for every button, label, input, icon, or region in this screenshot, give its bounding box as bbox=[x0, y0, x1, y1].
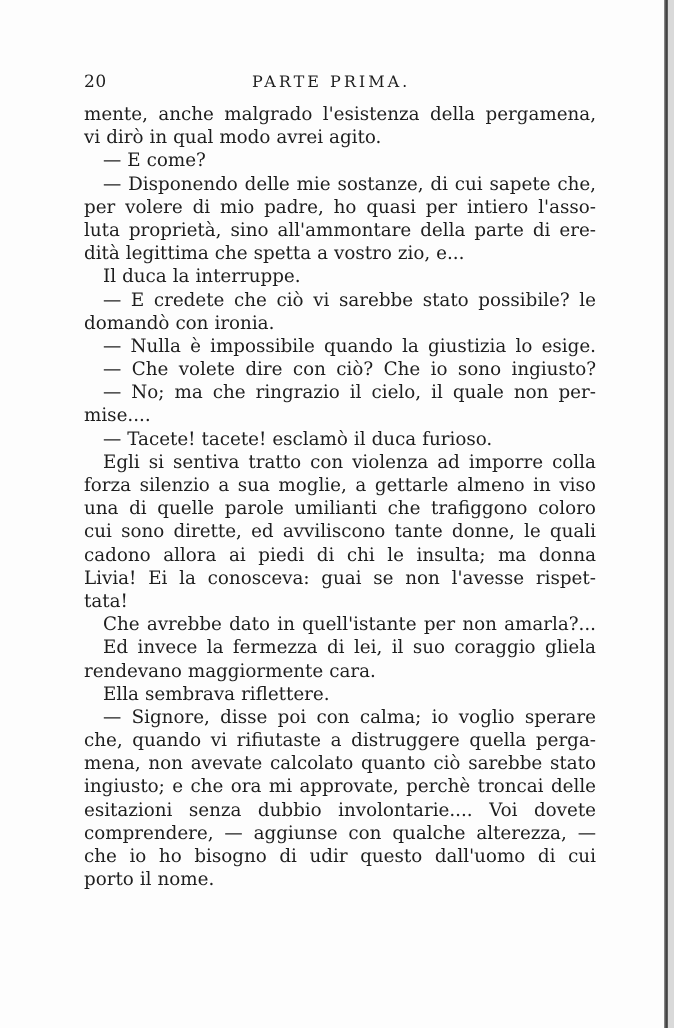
word: — bbox=[103, 428, 122, 450]
word: cui bbox=[568, 846, 596, 867]
word: la bbox=[179, 567, 196, 589]
word: mise.... bbox=[84, 405, 151, 427]
word: comprendere, bbox=[84, 822, 214, 844]
word: colla bbox=[552, 451, 596, 473]
word: con bbox=[310, 451, 344, 473]
word: quelle bbox=[157, 498, 215, 520]
word: per bbox=[423, 614, 456, 636]
word: volere bbox=[125, 196, 183, 218]
word: tata! bbox=[84, 590, 128, 612]
word: di bbox=[430, 173, 448, 195]
word: approvate, bbox=[299, 776, 399, 798]
word: coloro bbox=[538, 498, 596, 520]
text-line bbox=[84, 590, 596, 613]
word: non bbox=[513, 382, 549, 404]
text-line bbox=[84, 799, 596, 822]
word: donna bbox=[538, 544, 596, 566]
word: quando bbox=[324, 335, 393, 357]
word: senza bbox=[188, 799, 242, 821]
word: ho bbox=[158, 846, 182, 867]
word: che bbox=[214, 243, 248, 265]
word: una bbox=[84, 498, 119, 520]
word: quali bbox=[549, 521, 596, 543]
word: le bbox=[387, 544, 404, 566]
word: imporre bbox=[468, 451, 544, 473]
word: di bbox=[192, 196, 211, 218]
word: perga- bbox=[535, 730, 596, 752]
text-line bbox=[84, 358, 596, 381]
word: sono bbox=[457, 359, 502, 381]
word: volete bbox=[178, 359, 235, 381]
word: agito. bbox=[329, 127, 382, 149]
text-line bbox=[84, 474, 596, 497]
text-line bbox=[84, 265, 596, 288]
word: voglio bbox=[458, 706, 515, 728]
word: Che bbox=[131, 359, 169, 381]
word: zio, bbox=[397, 243, 431, 265]
word: sostanze, bbox=[337, 173, 424, 195]
word: il bbox=[391, 637, 404, 659]
word: dato bbox=[229, 614, 271, 636]
word: di bbox=[279, 846, 297, 867]
text-line bbox=[84, 103, 596, 126]
word: perchè bbox=[406, 776, 471, 798]
word: cui bbox=[84, 521, 112, 543]
word: credete bbox=[153, 289, 225, 311]
word: Ei bbox=[148, 567, 168, 589]
word: dubbio bbox=[257, 799, 322, 821]
word: per bbox=[425, 196, 458, 218]
word: umilianti bbox=[294, 498, 377, 520]
word: ai bbox=[228, 544, 246, 566]
word: di bbox=[326, 637, 345, 659]
word: guai bbox=[321, 567, 362, 589]
word: ma bbox=[498, 544, 527, 566]
word: esclamò bbox=[272, 428, 348, 450]
word: come? bbox=[146, 150, 206, 172]
word: — bbox=[103, 335, 122, 357]
word: aggiunse bbox=[253, 822, 338, 844]
word: mena, bbox=[84, 753, 141, 775]
text-line bbox=[84, 706, 596, 729]
text-line bbox=[84, 149, 596, 172]
word: amarla?... bbox=[504, 614, 596, 636]
word: sarebbe bbox=[468, 753, 543, 775]
word: alterezza, bbox=[476, 822, 567, 844]
word: dovete bbox=[533, 799, 596, 821]
word: avrei bbox=[276, 127, 324, 149]
word: stato bbox=[550, 753, 596, 775]
word: lo bbox=[515, 335, 533, 357]
word: che bbox=[234, 289, 267, 311]
text-line bbox=[84, 729, 596, 752]
word: Ed bbox=[103, 637, 129, 659]
word: vi bbox=[313, 289, 330, 311]
word: di bbox=[532, 219, 551, 241]
word: porto bbox=[84, 869, 134, 891]
word: le bbox=[524, 521, 541, 543]
word: bisogno bbox=[194, 846, 267, 867]
word: udir bbox=[309, 846, 348, 867]
word: io bbox=[430, 359, 448, 381]
text-line bbox=[84, 613, 596, 636]
word: furioso. bbox=[422, 428, 493, 450]
word: possibile? bbox=[478, 289, 570, 311]
word: cielo, bbox=[371, 382, 422, 404]
word: per- bbox=[558, 382, 596, 404]
word: che bbox=[212, 382, 246, 404]
word: e... bbox=[436, 243, 465, 265]
text-line bbox=[84, 312, 596, 335]
word: tacete! bbox=[201, 428, 267, 450]
word: mi bbox=[268, 776, 293, 798]
word: dirò bbox=[106, 127, 144, 149]
word: l'avesse bbox=[451, 567, 525, 589]
word: — bbox=[103, 289, 122, 311]
word: chi bbox=[346, 544, 375, 566]
word: il bbox=[353, 428, 366, 450]
word: esitazioni bbox=[84, 799, 173, 821]
word: a bbox=[330, 730, 342, 752]
word: di bbox=[537, 846, 556, 867]
word: il bbox=[139, 869, 152, 891]
word: il bbox=[431, 382, 443, 404]
word: domandò bbox=[84, 312, 170, 334]
word: in bbox=[149, 127, 168, 149]
word: mio bbox=[220, 196, 255, 218]
word: coraggio bbox=[454, 637, 536, 659]
word: lei, bbox=[353, 637, 383, 659]
word: E bbox=[127, 150, 141, 172]
word: cadono bbox=[84, 544, 151, 566]
word: modo bbox=[219, 127, 271, 149]
word: mente, bbox=[84, 104, 148, 125]
word: a bbox=[355, 475, 367, 496]
word: invece bbox=[137, 637, 198, 659]
word: di bbox=[316, 544, 335, 566]
word: questo bbox=[360, 846, 423, 867]
word: che, bbox=[84, 730, 123, 752]
text-line bbox=[84, 404, 596, 427]
word: insulta; bbox=[416, 544, 486, 566]
word: vostro bbox=[334, 243, 392, 265]
word: le bbox=[579, 289, 596, 311]
word: luta bbox=[84, 219, 120, 241]
word: piedi bbox=[258, 544, 305, 566]
text-line bbox=[84, 219, 596, 242]
text-line bbox=[84, 451, 596, 474]
word: il bbox=[349, 382, 362, 404]
word: E bbox=[130, 289, 145, 311]
word: mie bbox=[296, 173, 331, 195]
word: calcolato bbox=[269, 753, 354, 775]
word: duca bbox=[122, 266, 167, 288]
text-line bbox=[84, 775, 596, 798]
word: — bbox=[103, 706, 122, 728]
word: pergamena, bbox=[485, 104, 596, 125]
text-line bbox=[84, 242, 596, 265]
text-line bbox=[84, 822, 596, 845]
word: interruppe. bbox=[195, 266, 301, 288]
word: è bbox=[190, 335, 201, 357]
word: — bbox=[103, 150, 122, 172]
word: — bbox=[103, 173, 122, 195]
word: delle bbox=[244, 173, 290, 195]
word: Livia! bbox=[84, 567, 137, 589]
word: rifiutaste bbox=[236, 730, 321, 752]
word: vi bbox=[84, 127, 101, 149]
word: Signore, bbox=[131, 706, 210, 728]
word: intiero bbox=[466, 196, 529, 218]
word: dirette, bbox=[173, 521, 242, 543]
word: la bbox=[402, 335, 419, 357]
word: in bbox=[533, 475, 551, 496]
word: riflettere. bbox=[241, 683, 330, 705]
word: con bbox=[316, 706, 350, 728]
word: malgrado bbox=[224, 104, 313, 125]
word: ringrazio bbox=[255, 382, 340, 404]
word: anche bbox=[158, 104, 214, 125]
text-line bbox=[84, 868, 596, 891]
page-edge-margin bbox=[668, 0, 674, 1028]
word: sentiva bbox=[172, 451, 240, 473]
word: maggiormente bbox=[187, 660, 324, 682]
word: l'esistenza bbox=[322, 104, 420, 125]
word: poi bbox=[277, 706, 307, 728]
word: suo bbox=[412, 637, 445, 659]
word: allora bbox=[163, 544, 217, 566]
page-number: 20 bbox=[84, 72, 107, 92]
word: non bbox=[148, 753, 183, 775]
word: a bbox=[317, 243, 329, 265]
text-line bbox=[84, 497, 596, 520]
word: la bbox=[172, 266, 190, 288]
word: No; bbox=[131, 382, 165, 404]
page-header bbox=[84, 72, 596, 98]
word: legittima bbox=[125, 243, 209, 265]
word: ingiusto? bbox=[511, 359, 596, 381]
word: con bbox=[292, 359, 326, 381]
word: delle bbox=[550, 776, 596, 798]
word: rendevano bbox=[84, 660, 182, 682]
word: qualche bbox=[392, 822, 466, 844]
word: dire bbox=[245, 359, 283, 381]
word: moglie, bbox=[278, 475, 347, 496]
word: tratto bbox=[248, 451, 302, 473]
text-line bbox=[84, 520, 596, 543]
word: disse bbox=[220, 706, 268, 728]
word: sono bbox=[121, 521, 165, 543]
word: non bbox=[462, 614, 497, 636]
word: Il bbox=[103, 266, 117, 288]
word: ma bbox=[174, 382, 203, 404]
word: ciò bbox=[276, 289, 304, 311]
text-line bbox=[84, 845, 596, 868]
word: calma; bbox=[359, 706, 422, 728]
text-line bbox=[84, 683, 596, 706]
word: troncai bbox=[477, 776, 544, 798]
word: quell'istante bbox=[302, 614, 417, 636]
word: che, bbox=[557, 173, 596, 195]
word: donne, bbox=[451, 521, 515, 543]
text-line bbox=[84, 567, 596, 590]
word: Nulla bbox=[130, 335, 181, 357]
text-line bbox=[84, 196, 596, 219]
word: Egli bbox=[103, 451, 140, 473]
word: ho bbox=[333, 196, 357, 218]
text-line bbox=[84, 126, 596, 149]
word: ingiusto; bbox=[84, 776, 165, 798]
word: avrebbe bbox=[146, 614, 222, 636]
word: sembrava bbox=[144, 683, 236, 705]
word: silenzio bbox=[139, 475, 210, 496]
text-line bbox=[84, 173, 596, 196]
word: che bbox=[190, 776, 224, 798]
word: Tacete! bbox=[127, 428, 196, 450]
word: duca bbox=[371, 428, 417, 450]
running-title: PARTE PRIMA. bbox=[252, 72, 411, 91]
word: la bbox=[206, 637, 224, 659]
word: dità bbox=[84, 243, 120, 265]
word: se bbox=[373, 567, 394, 589]
word: della bbox=[429, 104, 476, 125]
word: ad bbox=[437, 451, 460, 473]
word: io bbox=[129, 846, 147, 867]
word: proprietà, bbox=[128, 219, 222, 241]
word: involontarie.... bbox=[338, 799, 473, 821]
body-text bbox=[84, 103, 596, 891]
text-line bbox=[84, 636, 596, 659]
word: Ella bbox=[103, 683, 139, 705]
text-line bbox=[84, 752, 596, 775]
word: di bbox=[129, 498, 147, 520]
word: trafiggono bbox=[431, 498, 528, 520]
word: distruggere bbox=[351, 730, 460, 752]
word: quasi bbox=[366, 196, 416, 218]
word: sarebbe bbox=[339, 289, 414, 311]
word: quanto bbox=[361, 753, 426, 775]
word: gettarle bbox=[374, 475, 449, 496]
word: ciò? bbox=[336, 359, 374, 381]
word: parte bbox=[474, 219, 524, 241]
word: Che bbox=[383, 359, 421, 381]
word: che bbox=[387, 498, 421, 520]
word: della bbox=[420, 219, 466, 241]
word: cara. bbox=[329, 660, 376, 682]
word: esige. bbox=[541, 335, 596, 357]
word: impossibile bbox=[210, 335, 315, 357]
word: vi bbox=[210, 730, 227, 752]
word: — bbox=[103, 359, 122, 381]
text-line bbox=[84, 381, 596, 404]
word: non bbox=[405, 567, 440, 589]
word: e bbox=[172, 776, 184, 798]
word: — bbox=[577, 822, 596, 844]
word: sperare bbox=[524, 706, 596, 728]
word: in bbox=[277, 614, 295, 636]
word: fermezza bbox=[232, 637, 318, 659]
word: dall'uomo bbox=[434, 846, 526, 867]
word: ed bbox=[251, 521, 274, 543]
text-line bbox=[84, 544, 596, 567]
text-line bbox=[84, 335, 596, 358]
word: forza bbox=[84, 475, 132, 496]
text-line bbox=[84, 660, 596, 683]
word: ora bbox=[230, 776, 262, 798]
word: con bbox=[175, 312, 209, 334]
word: con bbox=[348, 822, 382, 844]
text-line bbox=[84, 289, 596, 312]
word: padre, bbox=[264, 196, 324, 218]
word: a bbox=[218, 475, 230, 496]
word: cui bbox=[454, 173, 483, 195]
word: io bbox=[431, 706, 449, 728]
word: tante bbox=[394, 521, 443, 543]
word: l'asso- bbox=[538, 196, 596, 218]
word: quando bbox=[132, 730, 202, 752]
word: sino bbox=[230, 219, 269, 241]
word: — bbox=[103, 382, 122, 404]
word: si bbox=[148, 451, 164, 473]
word: che bbox=[84, 846, 117, 867]
word: rispet- bbox=[535, 567, 596, 589]
word: gliela bbox=[545, 637, 596, 659]
word: sua bbox=[237, 475, 270, 496]
word: nome. bbox=[157, 869, 215, 891]
word: giustizia bbox=[428, 335, 507, 357]
word: avviliscono bbox=[282, 521, 386, 543]
word: parole bbox=[224, 498, 284, 520]
word: sapete bbox=[489, 173, 551, 195]
word: stato bbox=[422, 289, 469, 311]
word: spetta bbox=[253, 243, 312, 265]
text-line bbox=[84, 428, 596, 451]
word: ciò bbox=[433, 753, 461, 775]
word: qual bbox=[173, 127, 214, 149]
word: all'ammontare bbox=[277, 219, 412, 241]
word: per bbox=[84, 196, 116, 218]
word: quella bbox=[469, 730, 527, 752]
word: conosceva: bbox=[207, 567, 310, 589]
word: ere- bbox=[559, 219, 596, 241]
word: Che bbox=[103, 614, 140, 636]
word: avevate bbox=[190, 753, 263, 775]
word: Voi bbox=[489, 799, 518, 821]
word: viso bbox=[559, 475, 596, 496]
word: — bbox=[224, 822, 243, 844]
word: ironia. bbox=[214, 312, 275, 334]
word: Disponendo bbox=[128, 173, 238, 195]
word: almeno bbox=[456, 475, 525, 496]
word: violenza bbox=[352, 451, 429, 473]
word: quale bbox=[452, 382, 504, 404]
